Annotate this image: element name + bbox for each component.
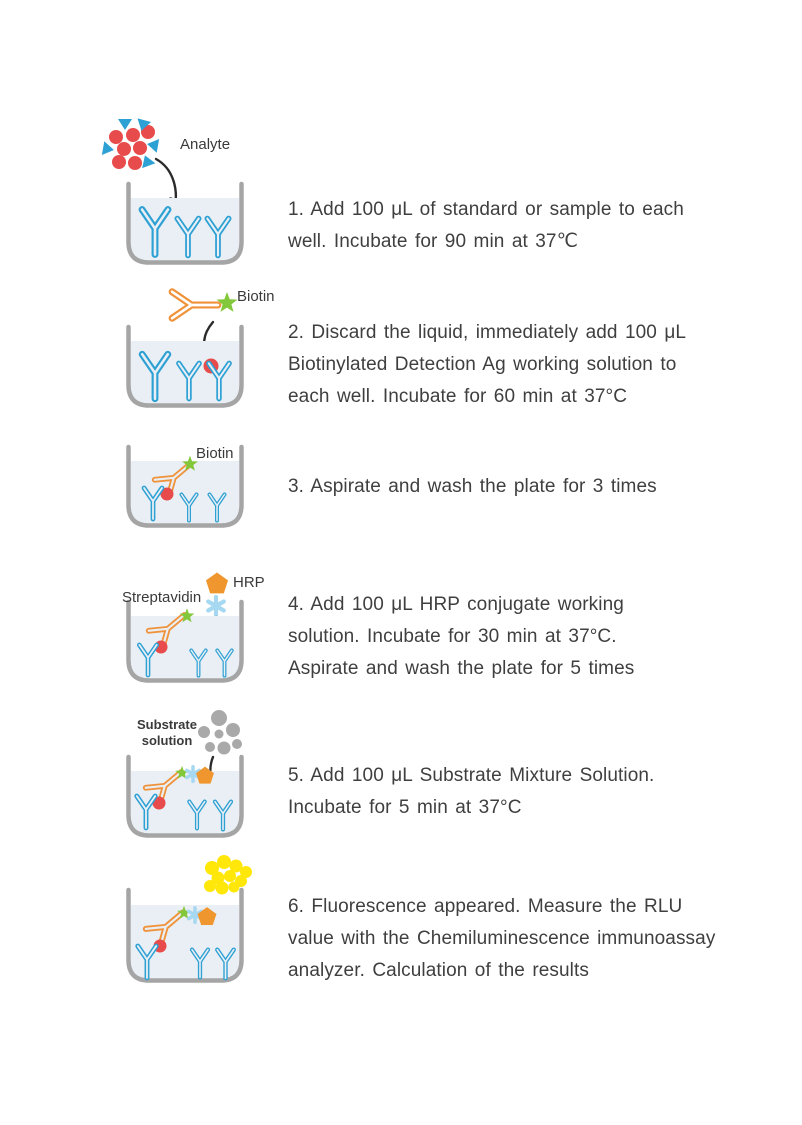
hrp-pentagon-icon: [206, 572, 228, 593]
substrate-solution-label: [128, 717, 206, 749]
step1-text-line2: well. Incubate for 90 min at 37℃: [288, 231, 579, 252]
step3-text: [288, 471, 657, 503]
step6-text: [288, 891, 715, 987]
step2-text-line3: each well. Incubate for 60 min at 37°C: [288, 386, 628, 407]
streptavidin-icon: [208, 597, 224, 615]
biotin-label: Biotin: [237, 288, 275, 305]
step1-text: [288, 194, 684, 258]
step3-text-line1: 3. Aspirate and wash the plate for 3 times: [288, 476, 657, 497]
step2-text: [288, 317, 686, 413]
step4-text-line3: Aspirate and wash the plate for 5 times: [288, 658, 635, 679]
step6-text-line2: value with the Chemiluminescence immunoassay: [288, 928, 716, 949]
step4-text: [288, 589, 634, 685]
step1-text-line1: 1. Add 100 μL of standard or sample to each: [288, 199, 684, 220]
step6-text-line3: analyzer. Calculation of the results: [288, 960, 589, 981]
step3-illustration: [100, 440, 270, 535]
analyte-cluster-icon: [102, 118, 159, 170]
biotin-star-icon: [217, 292, 238, 312]
step6-text-line1: 6. Fluorescence appeared. Measure the RLU: [288, 896, 683, 917]
step5-text: [288, 760, 654, 824]
streptavidin-label: Streptavidin: [122, 589, 202, 606]
substrate-solution-label-line1: Substrate: [137, 717, 197, 732]
step5-text-line1: 5. Add 100 μL Substrate Mixture Solution.: [288, 765, 655, 786]
step5-text-line2: Incubate for 5 min at 37°C: [288, 797, 522, 818]
step4-text-line2: solution. Incubate for 30 min at 37°C.: [288, 626, 617, 647]
fluorescence-cluster-icon: [204, 855, 252, 895]
hrp-label: HRP: [233, 574, 265, 591]
analyte-label: Analyte: [180, 136, 231, 153]
step2-text-line1: 2. Discard the liquid, immediately add 100 μL: [288, 322, 687, 343]
biotin-label: Biotin: [196, 445, 234, 462]
substrate-solution-label-line2: solution: [141, 733, 193, 748]
step4-text-line1: 4. Add 100 μL HRP conjugate working: [288, 594, 624, 615]
step6-illustration: [100, 850, 275, 995]
detection-antibody-icon: [172, 292, 218, 318]
step2-text-line2: Biotinylated Detection Ag working solution to: [288, 354, 677, 375]
